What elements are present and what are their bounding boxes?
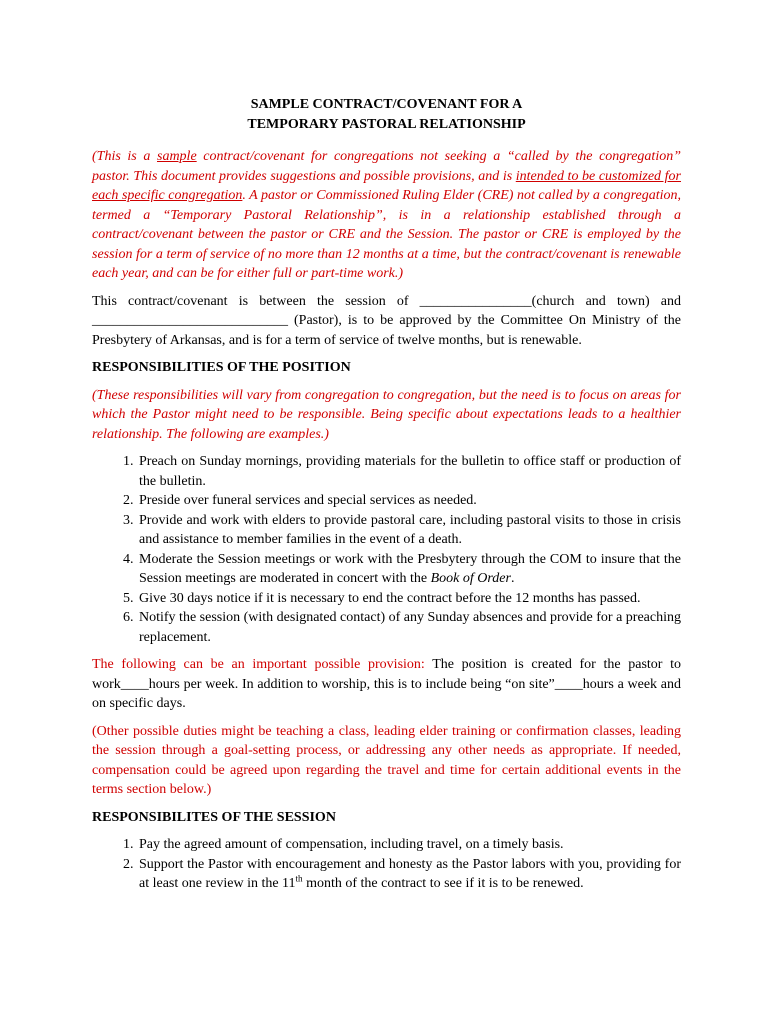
provision-text: The position is created for the pastor to work____hours per week. In addition to worship, this is to include being “on site”____hours a week and on specific days.: [92, 657, 681, 711]
ordinal-suffix: th: [295, 873, 303, 884]
intro-note-start: (This is a: [92, 149, 157, 164]
list-item: 3. Provide and work with elders to provide pastoral care, including pastoral visits to those in crisis and assistance to member families in the event of a death.: [137, 511, 681, 550]
session-responsibilities-list: [92, 835, 681, 894]
contract-paragraph: This contract/covenant is between the session of ________________(church and town) and ____________________________ (Pastor), is to be approved by the Committee On Ministry of the Presbytery of Arkansas, and is for a term of service of twelve months, but is renewable.: [92, 293, 681, 348]
other-duties-note: (Other possible duties might be teaching a class, leading elder training or confirmation classes, leading the session through a goal-setting process, or addressing any other needs as appropriate. If needed, compensation could be agreed upon regarding the travel and time for certain additional events in the terms section below.): [92, 723, 681, 797]
list-item-end: month of the contract to see if it is to be renewed.: [302, 876, 584, 891]
intro-note: [92, 147, 681, 284]
position-responsibilities-note: (These responsibilities will vary from congregation to congregation, but the need is to focus on areas for which the Pastor might need to be responsible. Being specific about expectations leads to a healthier relationship. The following are examples.): [92, 387, 681, 442]
book-of-order-title: Book of Order: [430, 571, 511, 586]
list-item: 1. Pay the agreed amount of compensation, including travel, on a timely basis.: [137, 835, 681, 855]
document-title: [92, 95, 681, 134]
title-line-2: TEMPORARY PASTORAL RELATIONSHIP: [247, 116, 526, 132]
list-item-end: .: [510, 571, 515, 586]
list-item: 5. Give 30 days notice if it is necessary to end the contract before the 12 months has passed.: [137, 589, 681, 609]
provision-paragraph: [92, 655, 681, 714]
sample-underlined: sample: [157, 149, 197, 164]
session-responsibilities-heading: RESPONSIBILITES OF THE SESSION: [92, 809, 336, 825]
list-item-text: Moderate the Session meetings or work with the Presbytery through the COM to insure that the Session meetings are moderated in concert with the: [139, 551, 681, 586]
list-item: 6. Notify the session (with designated contact) of any Sunday absences and provide for a preaching replacement.: [137, 608, 681, 647]
list-item: [137, 855, 681, 894]
list-item: 1. Preach on Sunday mornings, providing materials for the bulletin to office staff or production of the bulletin.: [137, 452, 681, 491]
intro-note-middle: contract/covenant for congregations not seeking a “called by the congregation” pastor. This document provides suggestions and possible provisions, and is: [92, 149, 681, 184]
position-responsibilities-list: [92, 452, 681, 647]
customized-underlined: intended to be customized for each specific congregation: [92, 168, 681, 203]
title-line-1: SAMPLE CONTRACT/COVENANT FOR A: [250, 97, 523, 112]
intro-note-end: . A pastor or Commissioned Ruling Elder (CRE) not called by a congregation, termed a “Temporary Pastoral Relationship”, is in a relationship established through a contract/covenant between the pastor or CRE and the Session. The pastor or CRE is employed by the session for a term of service of no more than 12 months at a time, but the contract/covenant is renewable each year, and can be for either full or part-time work.): [92, 188, 682, 281]
position-responsibilities-heading: RESPONSIBILITIES OF THE POSITION: [92, 360, 351, 375]
provision-label: The following can be an important possible provision:: [92, 657, 425, 672]
list-item: 2. Preside over funeral services and special services as needed.: [137, 491, 681, 511]
list-item-text: Support the Pastor with encouragement and honesty as the Pastor labors with you, providing for at least one review in the 11: [139, 856, 681, 891]
list-item: [137, 550, 681, 589]
